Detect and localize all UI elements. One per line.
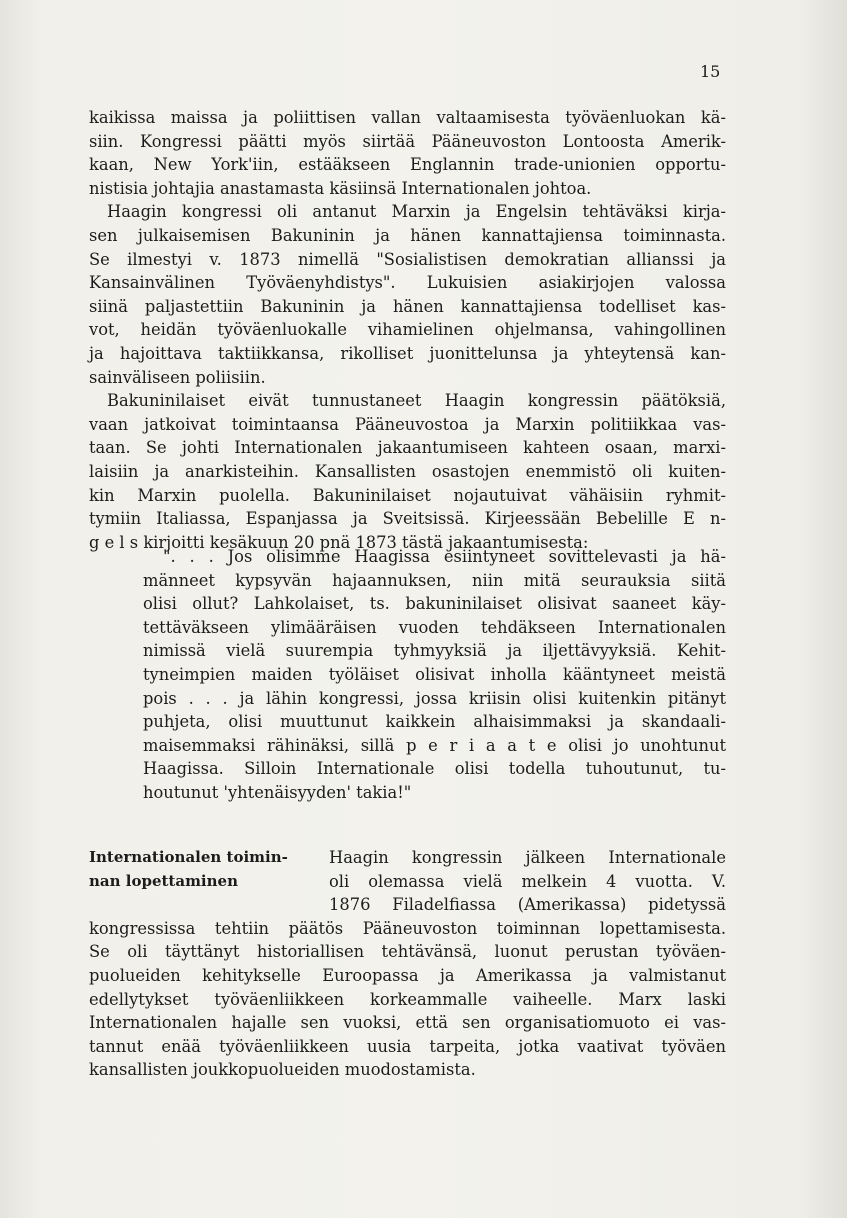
text-line: vaan jatkoivat toimintaansa Pääneuvostoa ja Marxin politiikkaa vas- bbox=[89, 414, 726, 434]
text-line: sainväliseen poliisiin. bbox=[89, 367, 266, 387]
section-heading bbox=[89, 846, 309, 893]
quote-line: männeet kypsyvän hajaannuksen, niin mitä seurauksia siitä bbox=[143, 570, 726, 590]
page-number: 15 bbox=[700, 62, 721, 81]
text-line: oli olemassa vielä melkein 4 vuotta. V. bbox=[329, 871, 726, 891]
text-line: Bakuninilaiset eivät tunnustaneet Haagin kongressin päätöksiä, bbox=[107, 391, 726, 411]
text-line: Se oli täyttänyt historiallisen tehtävänsä, luonut perustan työväen- bbox=[89, 942, 726, 962]
text-line: Haagin kongressin jälkeen Internationale bbox=[329, 848, 726, 867]
text-line: kongressissa tehtiin päätös Pääneuvoston toiminnan lopettamisesta. bbox=[89, 918, 726, 938]
quote-line: Haagissa. Silloin Internationale olisi todella tuhoutunut, tu- bbox=[143, 759, 726, 779]
engels-quote bbox=[143, 545, 726, 805]
quote-line: ". . . Jos olisimme Haagissa esiintyneet sovittelevasti ja hä- bbox=[163, 547, 726, 566]
text-line: tymiin Italiassa, Espanjassa ja Sveitsissä. Kirjeessään Bebelille E n- bbox=[89, 509, 726, 529]
text-line: edellytykset työväenliikkeen korkeammalle vaiheelle. Marx laski bbox=[89, 989, 726, 1009]
heading-line: nan lopettaminen bbox=[89, 871, 238, 890]
main-text bbox=[89, 106, 726, 554]
text-line: Haagin kongressi oli antanut Marxin ja Engelsin tehtäväksi kirja- bbox=[107, 202, 726, 222]
text-line: sen julkaisemisen Bakuninin ja hänen kannattajiensa toiminnasta. bbox=[89, 225, 726, 245]
text-line: Se ilmestyi v. 1873 nimellä "Sosialistisen demokratian allianssi ja bbox=[89, 249, 726, 269]
paragraph-1 bbox=[89, 106, 726, 200]
paragraph-2 bbox=[89, 200, 726, 389]
quote-line: puhjeta, olisi muuttunut kaikkein alhaisimmaksi ja skandaali- bbox=[143, 712, 726, 732]
text-line: kaikissa maissa ja poliittisen vallan valtaamisesta työväenluokan kä- bbox=[89, 108, 726, 127]
heading-line: Internationalen toimin- bbox=[89, 848, 288, 866]
section-right-column bbox=[329, 846, 726, 893]
text-line: siinä paljastettiin Bakuninin ja hänen kannattajiensa todelliset kas- bbox=[89, 296, 726, 316]
text-line: tannut enää työväenliikkeen uusia tarpeita, jotka vaativat työväen bbox=[89, 1036, 726, 1056]
text-line: vot, heidän työväenluokalle vihamielinen ohjelmansa, vahingollinen bbox=[89, 320, 726, 340]
text-line: Kansainvälinen Työväenyhdistys". Lukuisien asiakirjojen valossa bbox=[89, 273, 726, 293]
text-line: taan. Se johti Internationalen jakaantumiseen kahteen osaan, marxi- bbox=[89, 438, 726, 458]
quote-line: houtunut 'yhtenäisyyden' takia!" bbox=[143, 782, 412, 802]
section-body bbox=[89, 893, 726, 1082]
quote-line: maisemmaksi rähinäksi, sillä p e r i a a t e olisi jo unohtunut bbox=[143, 735, 726, 755]
quote-line: nimissä vielä suurempia tyhmyyksiä ja iljettävyyksiä. Kehit- bbox=[143, 641, 726, 661]
quote-line: tyneimpien maiden työläiset olisivat inholla kääntyneet meistä bbox=[143, 664, 726, 684]
text-line: ja hajoittava taktiikkansa, rikolliset juonittelunsa ja yhteytensä kan- bbox=[89, 343, 726, 363]
text-line: puolueiden kehitykselle Euroopassa ja Amerikassa ja valmistanut bbox=[89, 965, 726, 985]
text-line: siin. Kongressi päätti myös siirtää Pääneuvoston Lontoosta Amerik- bbox=[89, 131, 726, 151]
text-line: nistisia johtajia anastamasta käsiinsä Internationalen johtoa. bbox=[89, 178, 592, 198]
quote-line: olisi ollut? Lahkolaiset, ts. bakuninilaiset olisivat saaneet käy- bbox=[143, 594, 726, 614]
text-line: g e l s kirjoitti kesäkuun 20 pnä 1873 tästä jakaantumisesta: bbox=[89, 532, 589, 552]
text-line: kansallisten joukkopuolueiden muodostamista. bbox=[89, 1060, 476, 1080]
text-line: laisiin ja anarkisteihin. Kansallisten osastojen enemmistö oli kuiten- bbox=[89, 461, 726, 481]
quote-line: tettäväkseen ylimääräisen vuoden tehdäkseen Internationalen bbox=[143, 617, 726, 637]
paragraph-3 bbox=[89, 389, 726, 554]
text-line: kin Marxin puolella. Bakuninilaiset nojautuivat vähäisiin ryhmit- bbox=[89, 485, 726, 505]
text-line: 1876 Filadelfiassa (Amerikassa) pidetyssä bbox=[329, 895, 726, 915]
text-line: kaan, New York'iin, estääkseen Englannin trade-unionien opportu- bbox=[89, 155, 726, 175]
quote-line: pois . . . ja lähin kongressi, jossa kriisin olisi kuitenkin pitänyt bbox=[143, 688, 726, 708]
text-line: Internationalen hajalle sen vuoksi, että sen organisatiomuoto ei vas- bbox=[89, 1013, 726, 1033]
